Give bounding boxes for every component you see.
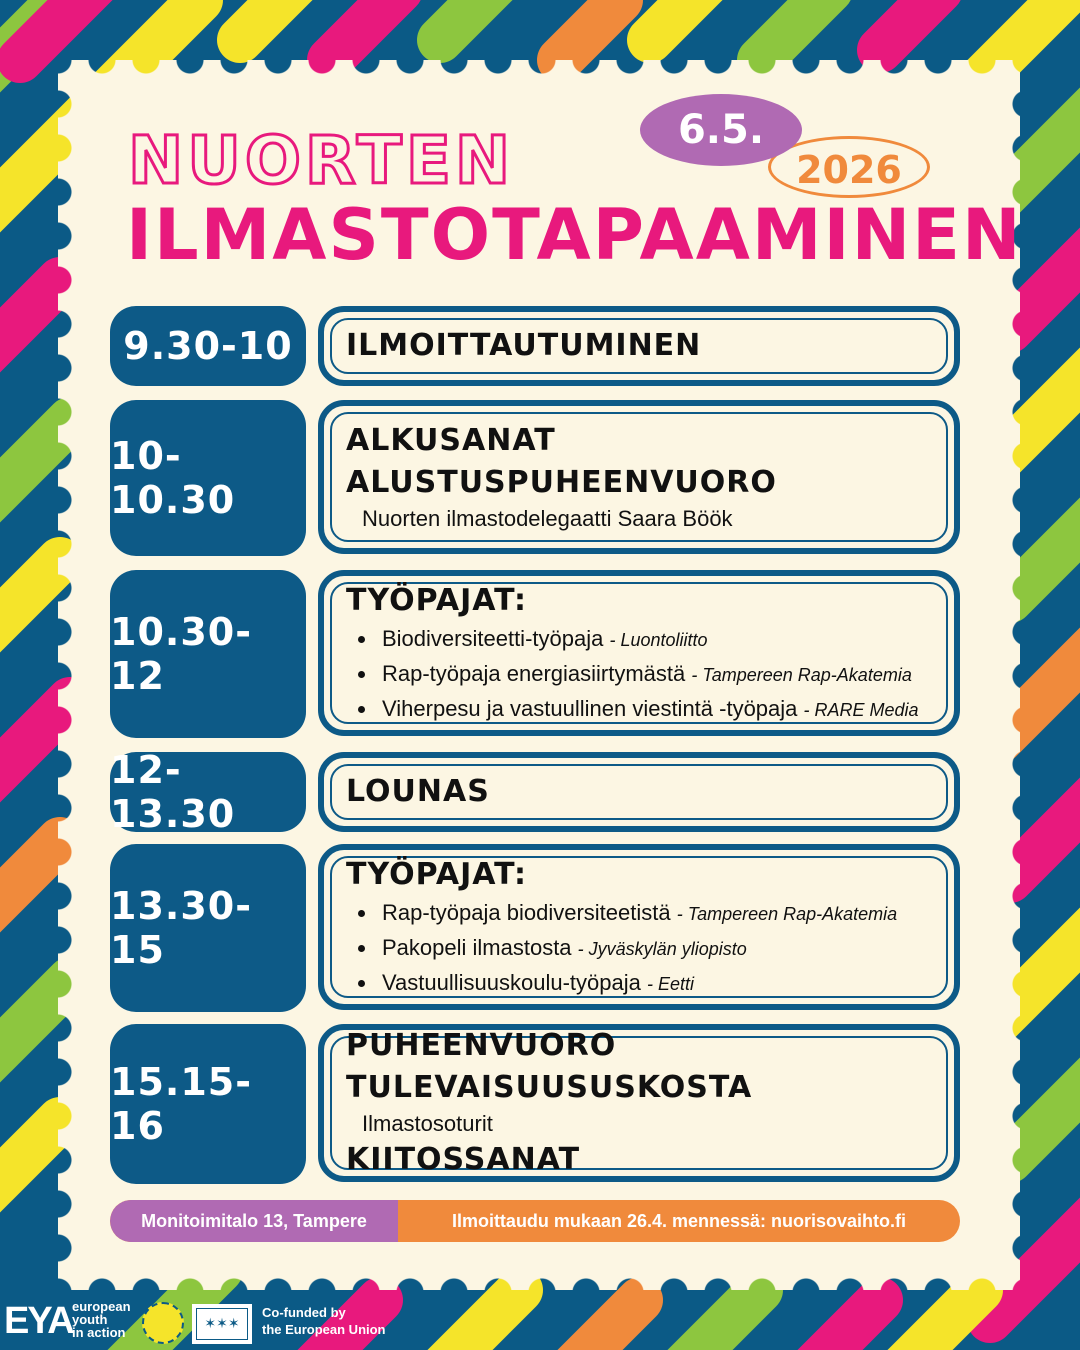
registration-label: Ilmoittaudu mukaan 26.4. mennessä: nuorisovaihto.fi [451, 1210, 907, 1231]
session-box [318, 570, 960, 736]
date-badge: 6.5. [640, 94, 802, 166]
session-box [318, 844, 960, 1010]
time-slot: 13.30-15 [110, 844, 306, 1012]
time-slot: 12-13.30 [110, 752, 306, 832]
eu-flag-icon: ✶✶✶ [192, 1304, 252, 1344]
session-heading: ALUSTUSPUHEENVUORO [346, 465, 777, 500]
session-heading: TYÖPAJAT: [346, 856, 527, 892]
title-line-1: NUORTEN [128, 122, 515, 199]
list-item: • Biodiversiteetti-työpaja - Luontoliitto [378, 622, 944, 657]
session-box [318, 400, 960, 554]
session-box [318, 752, 960, 832]
list-item: • Pakopeli ilmastosta - Jyväskylän yliopisto [378, 931, 944, 966]
schedule-row [110, 844, 960, 1012]
list-item: • Rap-työpaja biodiversiteetistä - Tampereen Rap-Akatemia [378, 896, 944, 931]
list-item: • Viherpesu ja vastuullinen viestintä -työpaja - RARE Media [378, 692, 944, 727]
footer-logos [0, 1296, 420, 1350]
schedule-row [110, 748, 960, 836]
workshop-list [346, 896, 944, 1001]
session-heading: ILMOITTAUTUMINEN [346, 328, 702, 363]
year-badge: 2026 [768, 136, 930, 198]
schedule-row [110, 400, 960, 556]
session-box [318, 306, 960, 386]
session-box [318, 1024, 960, 1182]
time-slot: 9.30-10 [110, 306, 306, 386]
session-heading: TYÖPAJAT: [346, 582, 527, 618]
info-bar [110, 1200, 960, 1242]
schedule-row [110, 570, 960, 738]
session-speaker: Ilmastosoturit [362, 1111, 493, 1136]
cofunded-label: Co-funded by the European Union [262, 1305, 386, 1337]
schedule-row [110, 306, 960, 386]
session-heading: ALKUSANAT [346, 423, 556, 458]
eya-logo: EYA [4, 1300, 73, 1342]
title-line-2: ILMASTOTAPAAMINEN [126, 194, 1023, 276]
session-heading: KIITOSSANAT [346, 1142, 581, 1177]
schedule-row [110, 1024, 960, 1184]
session-heading: PUHEENVUORO TULEVAISUUSUSKOSTA [346, 1028, 753, 1105]
time-slot: 10.30-12 [110, 570, 306, 738]
workshop-list [346, 622, 944, 727]
time-slot: 10-10.30 [110, 400, 306, 556]
session-heading: LOUNAS [346, 774, 490, 809]
time-slot: 15.15-16 [110, 1024, 306, 1184]
list-item: • Vastuullisuuskoulu-työpaja - Eetti [378, 966, 944, 1001]
eya-logo-text: european youth in action [72, 1299, 131, 1340]
seal-icon [142, 1302, 184, 1344]
session-speaker: Nuorten ilmastodelegaatti Saara Böök [362, 506, 733, 531]
location-label: Monitoimitalo 13, Tampere [110, 1200, 398, 1242]
list-item: • Rap-työpaja energiasiirtymästä - Tampereen Rap-Akatemia [378, 657, 944, 692]
